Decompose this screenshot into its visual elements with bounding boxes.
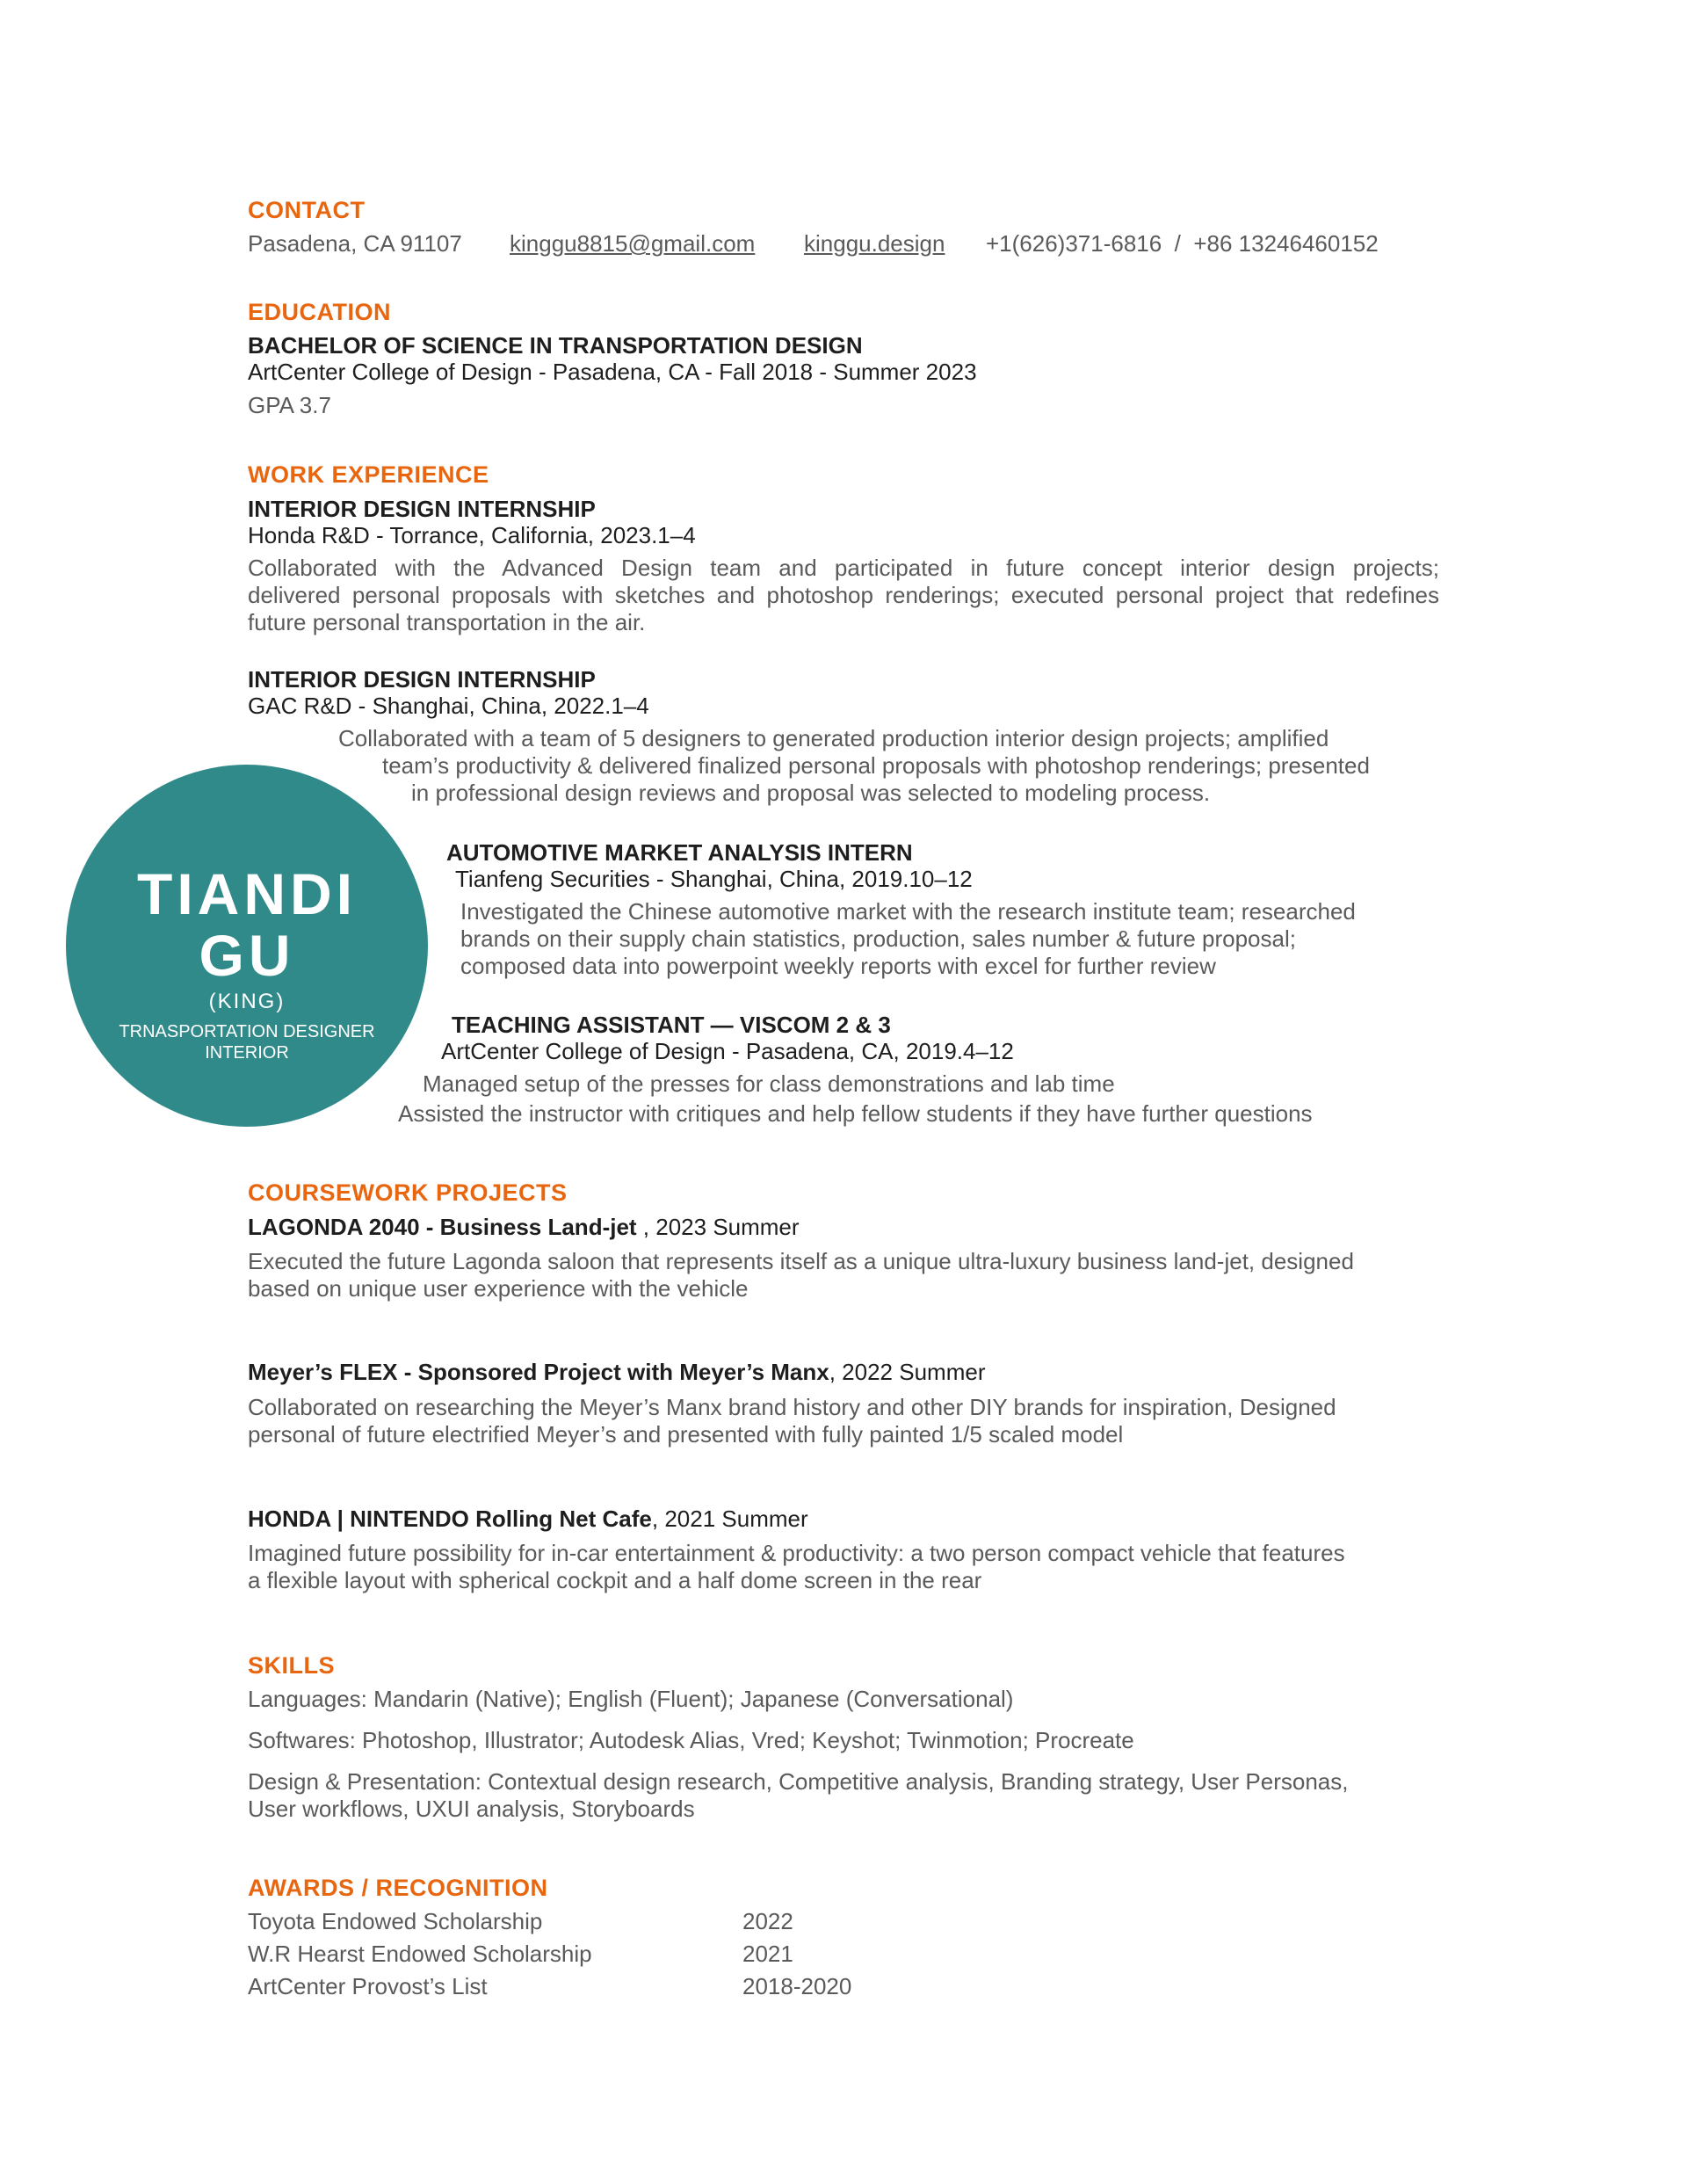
work-heading: WORK EXPERIENCE [248, 461, 489, 488]
job-desc-line: Investigated the Chinese automotive market with the research institute team; researched [460, 898, 1356, 925]
project-term: , 2021 Summer [651, 1506, 808, 1532]
project-desc-line: personal of future electrified Meyer’s and presented with fully painted 1/5 scaled model [248, 1421, 1124, 1448]
skills-design-line: User workflows, UXUI analysis, Storyboards [248, 1796, 695, 1822]
education-heading: EDUCATION [248, 299, 391, 325]
project-term: , 2023 Summer [636, 1214, 800, 1240]
project-heading [248, 1359, 985, 1386]
skills-languages: Languages: Mandarin (Native); English (Fluent); Japanese (Conversational) [248, 1686, 1014, 1712]
job-org: ArtCenter College of Design - Pasadena, CA, 2019.4–12 [441, 1038, 1014, 1064]
project-title: LAGONDA 2040 - Business Land-jet [248, 1214, 637, 1240]
job-desc-line: team’s productivity & delivered finalized personal proposals with photoshop renderings; presented [382, 752, 1370, 779]
project-desc-line: Imagined future possibility for in-car entertainment & productivity: a two person compact vehicle that features [248, 1540, 1345, 1566]
award-name: W.R Hearst Endowed Scholarship [248, 1941, 592, 1967]
nickname: (KING) [208, 990, 286, 1013]
award-name: ArtCenter Provost’s List [248, 1973, 488, 1999]
job-desc-line: Collaborated with the Advanced Design team and participated in future concept interior design projects; [248, 555, 1439, 581]
job-desc-line: brands on their supply chain statistics, production, sales number & future proposal; [460, 925, 1296, 952]
award-year: 2018-2020 [742, 1973, 852, 1999]
project-heading [248, 1214, 800, 1241]
school-line: ArtCenter College of Design - Pasadena, CA - Fall 2018 - Summer 2023 [248, 359, 977, 385]
job-title: TEACHING ASSISTANT — VISCOM 2 & 3 [452, 1012, 891, 1038]
email-link[interactable]: kinggu8815@gmail.com [510, 230, 756, 257]
job-desc-line: delivered personal proposals with sketches and photoshop renderings; executed personal project that redefines [248, 582, 1439, 608]
role-line: TRNASPORTATION DESIGNER [119, 1022, 375, 1041]
award-name: Toyota Endowed Scholarship [248, 1908, 543, 1934]
project-heading [248, 1506, 808, 1533]
role-line: INTERIOR [205, 1043, 289, 1063]
project-title: HONDA | NINTENDO Rolling Net Cafe [248, 1506, 652, 1532]
degree-title: BACHELOR OF SCIENCE IN TRANSPORTATION DESIGN [248, 332, 863, 359]
last-name: GU [199, 923, 295, 988]
project-title: Meyer’s FLEX - Sponsored Project with Meyer’s Manx [248, 1359, 829, 1385]
skills-softwares: Softwares: Photoshop, Illustrator; Autodesk Alias, Vred; Keyshot; Twinmotion; Procreate [248, 1727, 1134, 1753]
first-name: TIANDI [137, 861, 357, 926]
job-desc-line: in professional design reviews and proposal was selected to modeling process. [411, 780, 1211, 806]
job-desc-line: Managed setup of the presses for class demonstrations and lab time [423, 1070, 1115, 1097]
contact-location: Pasadena, CA 91107 [248, 230, 462, 257]
profile-badge [66, 765, 428, 1127]
job-desc-line: Collaborated with a team of 5 designers to generated production interior design projects; amplified [338, 725, 1329, 751]
skills-design-line: Design & Presentation: Contextual design research, Competitive analysis, Branding strategy, User Personas, [248, 1768, 1349, 1795]
award-year: 2021 [742, 1941, 793, 1967]
job-desc-line: composed data into powerpoint weekly reports with excel for further review [460, 953, 1216, 979]
website-link[interactable]: kinggu.design [804, 230, 945, 257]
award-year: 2022 [742, 1908, 793, 1934]
job-org: Honda R&D - Torrance, California, 2023.1–4 [248, 522, 696, 548]
project-desc-line: based on unique user experience with the vehicle [248, 1275, 749, 1302]
gpa: GPA 3.7 [248, 392, 331, 418]
job-title: INTERIOR DESIGN INTERNSHIP [248, 496, 596, 522]
project-term: , 2022 Summer [829, 1359, 986, 1385]
contact-phones: +1(626)371-6816 / +86 13246460152 [986, 230, 1379, 257]
coursework-heading: COURSEWORK PROJECTS [248, 1179, 568, 1206]
job-desc-line: future personal transportation in the air. [248, 609, 646, 635]
project-desc-line: Executed the future Lagonda saloon that represents itself as a unique ultra-luxury business land-jet, designed [248, 1248, 1354, 1274]
job-org: Tianfeng Securities - Shanghai, China, 2019.10–12 [455, 866, 973, 892]
job-title: AUTOMOTIVE MARKET ANALYSIS INTERN [446, 839, 913, 866]
project-desc-line: a flexible layout with spherical cockpit and a half dome screen in the rear [248, 1567, 982, 1593]
job-title: INTERIOR DESIGN INTERNSHIP [248, 666, 596, 693]
job-org: GAC R&D - Shanghai, China, 2022.1–4 [248, 693, 649, 719]
job-desc-line: Assisted the instructor with critiques and help fellow students if they have further questions [398, 1100, 1313, 1127]
skills-heading: SKILLS [248, 1652, 336, 1679]
contact-heading: CONTACT [248, 197, 366, 223]
project-desc-line: Collaborated on researching the Meyer’s Manx brand history and other DIY brands for inspiration, Designed [248, 1394, 1336, 1420]
awards-heading: AWARDS / RECOGNITION [248, 1875, 548, 1901]
